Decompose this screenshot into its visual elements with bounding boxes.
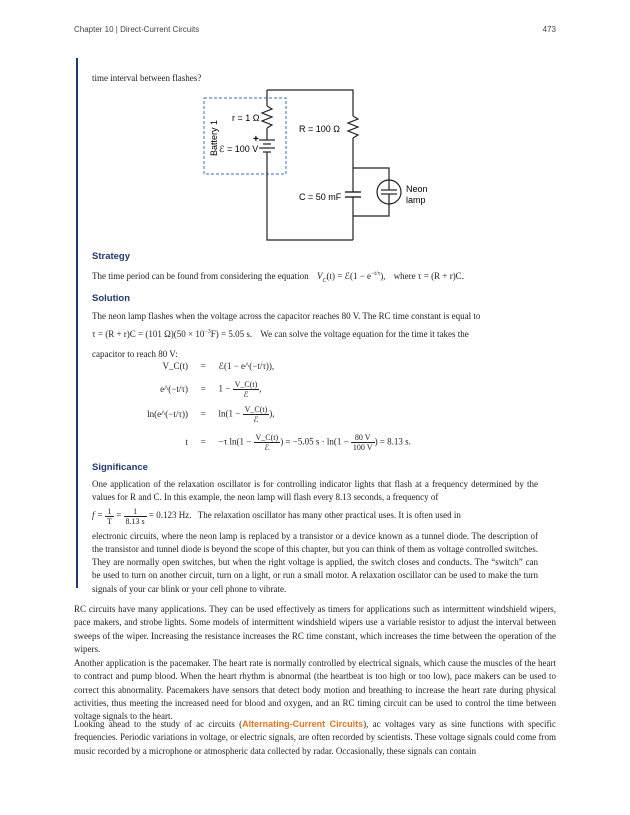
page-number: 473 [542, 25, 556, 34]
r-label: r = 1 Ω [232, 113, 260, 123]
body-paragraph-3: Looking ahead to the study of ac circuits (Alternating-Current Circuits), ac voltages vary as sine functions with specific frequencies. Periodic variations in voltage, or electric signals, are often recorded by scientists. These voltage signals could come from music recorded by a microphone or atmospheric data collected by radar. Occasionally, these signals can contain [74, 719, 556, 756]
C-label: C = 50 mF [299, 192, 342, 202]
load-resistor [348, 116, 358, 138]
strategy-text: The time period can be found from considering the equation $V_C(t)$ = ℰ(1 − $e^{-t/\tau}$), where τ = (R + r)C. [92, 271, 464, 284]
significance-heading: Significance [92, 462, 148, 473]
chapter-link[interactable]: Alternating-Current Circuits [242, 719, 364, 729]
solution-line1: The neon lamp flashes when the voltage across the capacitor reaches 80 V. The RC time constant is equal to [92, 311, 481, 321]
significance-p1: One application of the relaxation oscillator is for controlling indicator lights that flash at a frequency determined by the values for R and C. In this example, the neon lamp will flash every 8.13 seconds, a frequency of [92, 479, 538, 503]
wire [353, 204, 389, 216]
plus-sign: + [253, 134, 259, 145]
body-paragraph-1: RC circuits have many applications. They can be used effectively as timers for applications such as intermittent windshield wipers, pace makers, and strobe lights. Some models of intermittent windshield wipers use a variable resistor to adjust the interval between sweeps of the wiper. Increasing the resistance increases the RC time constant, which increases the time between the operation of the wipers. [74, 604, 556, 654]
strategy-where: where τ = (R + r)C. [393, 271, 464, 281]
tau-equation: τ = (R + r)C = (101 $\Omega)(50 \times 10^{-3}F) = 5.05$ s. [92, 329, 253, 340]
equation-row: V_C(t) = ℰ(1 − e^(−t/τ)), [162, 361, 275, 371]
solution-text [92, 310, 538, 361]
significance-p2: electronic circuits, where the neon lamp is replaced by a transistor or a device known as a tunnel diode. The description of the transistor and tunnel diode is beyond the scope of this chapter, but you can think of them as voltage controlled switches. They are normally open switches, but when the right voltage is applied, the switch closes and conducts. The “switch” can be used to turn on another circuit, turn on a light, or run a small motor. A relaxation oscillator can be used to make the turn signals of your car blink or your cell phone to vibrate. [92, 530, 538, 594]
equation-row: ln(e^(−t/τ)) = ln(1 − $\frac{V\_C(t)}{\text{ℰ}}$ ), [147, 405, 275, 424]
body-paragraph-2: Another application is the pacemaker. The heart rate is normally controlled by electrical signals, which cause the muscles of the heart to contract and pump blood. When the heart rhythm is abnormal (the heartbeat is too high or too low), pace makers can be used to correct this abnormality. Pacemakers have sensors that detect body motion and breathing to increase the heart rate during physical activities, thus meeting the increased need for blood and oxygen, and an RC timing circuit can be used to control the time between voltage signals to the heart. [74, 658, 556, 722]
emf-label: ℰ = 100 V [219, 144, 259, 154]
lamp-label: Neon [406, 184, 428, 194]
frequency-equation: f = $\frac{1}{T}$ = $\frac{1}{8.13 s}$ = 0.123 Hz. [92, 506, 192, 526]
example-intro [92, 72, 538, 85]
strategy-sentence: The time period can be found from considering the equation [92, 271, 309, 281]
battery-label: Battery 1 [209, 119, 219, 156]
wire [353, 168, 389, 180]
strategy-heading: Strategy [92, 251, 131, 262]
solution-heading: Solution [92, 293, 130, 304]
equation-row: t = −τ ln(1 − $\frac{V\_C(t)}{\text{ℰ}}$ ) = −5.05 s · ln(1 − $\frac{80 V}{100 V}$ ) = 8.13 s. [185, 433, 411, 452]
solution-line3: capacitor to reach 80 V: [92, 348, 178, 359]
circuit-diagram [195, 88, 445, 243]
intro-text: time interval between flashes? [92, 73, 202, 83]
running-header-chapter: Chapter 10 | Direct-Current Circuits [74, 25, 200, 34]
equation-row: e^(−t/τ) = 1 − $\frac{V\_C(t)}{\text{ℰ}}$ , [160, 380, 262, 399]
significance-text: One application of the relaxation oscillator is for controlling indicator lights that flash at a frequency determined by the values for R and C. In this example, the neon lamp will flash every 8.13 seconds, a frequency of f = $\frac{1}{T}$ = $\frac{1}{8.13 s}$ = 0.123 Hz. The relaxation oscillator has many other practical uses. It is often used in electronic circuits, where the neon lamp is replaced by a transistor or a device known as a tunnel diode. The description of the transistor and tunnel diode is beyond the scope of this chapter, but you can think of them as voltage controlled switches. They are normally open switches, but when the right voltage is applied, the switch closes and conducts. The “switch” can be used to turn on another circuit, turn on a light, or run a small motor. A relaxation oscillator can be used to make the turn signals of your car blink or your cell phone to vibrate. [92, 478, 538, 596]
wire [267, 90, 353, 116]
R-label: R = 100 Ω [299, 124, 341, 134]
internal-resistor [262, 106, 272, 128]
lamp-label: lamp [406, 195, 426, 205]
solution-line2: We can solve the voltage equation for the time it takes the [260, 329, 469, 340]
